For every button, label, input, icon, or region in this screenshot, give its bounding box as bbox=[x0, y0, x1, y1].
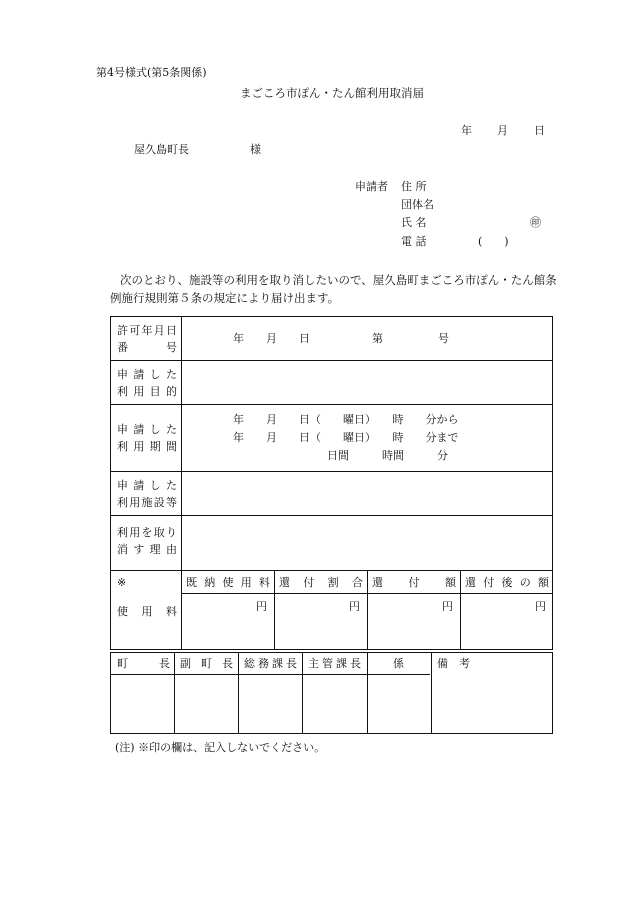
applicant-group-label: 団体名 bbox=[401, 198, 434, 211]
permit-number-value: 第 号 bbox=[372, 332, 449, 345]
period-duration: 日間 時間 分 bbox=[327, 449, 448, 462]
fee-unit-refund-amount: 円 bbox=[442, 600, 453, 613]
form-number: 第4号様式(第5条関係) bbox=[96, 66, 207, 79]
addressee: 屋久島町長 bbox=[134, 143, 189, 156]
period-end: 年 月 日（ 曜日） 時 分まで bbox=[233, 431, 459, 444]
permit-date-value: 年 月 日 bbox=[233, 332, 310, 345]
period-start: 年 月 日（ 曜日） 時 分から bbox=[233, 413, 459, 426]
fee-header-refund-rate: 還 付 割 合 bbox=[279, 576, 363, 589]
date-month: 月 bbox=[497, 124, 508, 137]
fee-unit-refund-rate: 円 bbox=[349, 600, 360, 613]
seal-mark: ㊞ bbox=[530, 216, 541, 229]
addressee-honorific: 様 bbox=[250, 143, 261, 156]
applicant-name-label: 氏 名 bbox=[401, 216, 427, 229]
approval-table bbox=[110, 652, 553, 734]
fee-label: 使 用 料 bbox=[117, 605, 177, 618]
facility-label-2: 利用施設等 bbox=[117, 496, 177, 509]
fee-unit-paid: 円 bbox=[256, 600, 267, 613]
fee-header-after-refund: 還付後の額 bbox=[465, 576, 549, 589]
approval-mayor: 町 長 bbox=[117, 657, 170, 670]
body-text-line-2: 例施行規則第５条の規定により届け出ます。 bbox=[110, 291, 340, 305]
reason-label-1: 利用を取り bbox=[117, 526, 177, 539]
fee-header-refund-amount: 還 付 額 bbox=[372, 576, 456, 589]
document-title: まごころ市ぽん・たん館利用取消届 bbox=[240, 86, 424, 100]
approval-remarks: 備 考 bbox=[437, 657, 470, 670]
applicant-address-label: 住 所 bbox=[401, 180, 427, 193]
period-label-1: 申 請 し た bbox=[117, 423, 177, 436]
date-year: 年 bbox=[461, 124, 472, 137]
permit-number-label: 番 号 bbox=[117, 341, 177, 354]
fee-mark: ※ bbox=[117, 576, 127, 589]
application-table bbox=[110, 316, 553, 650]
body-text-line-1: 次のとおり、施設等の利用を取り消したいので、屋久島町まごころ市ぽん・たん館条 bbox=[120, 273, 557, 287]
applicant-phone-label: 電 話 bbox=[401, 235, 427, 248]
purpose-label-1: 申 請 し た bbox=[117, 368, 177, 381]
period-label-2: 利 用 期 間 bbox=[117, 440, 177, 453]
approval-section-chief: 主管課長 bbox=[308, 657, 361, 670]
fee-unit-after-refund: 円 bbox=[535, 600, 546, 613]
approval-general-affairs-chief: 総務課長 bbox=[244, 657, 297, 670]
facility-label-1: 申 請 し た bbox=[117, 479, 177, 492]
applicant-phone-parens: ( ) bbox=[478, 235, 509, 248]
reason-label-2: 消 す 理 由 bbox=[117, 543, 177, 556]
fee-header-paid: 既 納 使 用 料 bbox=[186, 576, 270, 589]
approval-staff: 係 bbox=[393, 657, 404, 670]
date-day: 日 bbox=[534, 124, 545, 137]
purpose-label-2: 利 用 目 的 bbox=[117, 385, 177, 398]
approval-deputy-mayor: 副 町 長 bbox=[180, 657, 233, 670]
applicant-label: 申請者 bbox=[355, 180, 388, 193]
permit-date-label: 許可年月日 bbox=[117, 324, 177, 337]
footnote: (注) ※印の欄は、記入しないでください。 bbox=[115, 741, 326, 754]
